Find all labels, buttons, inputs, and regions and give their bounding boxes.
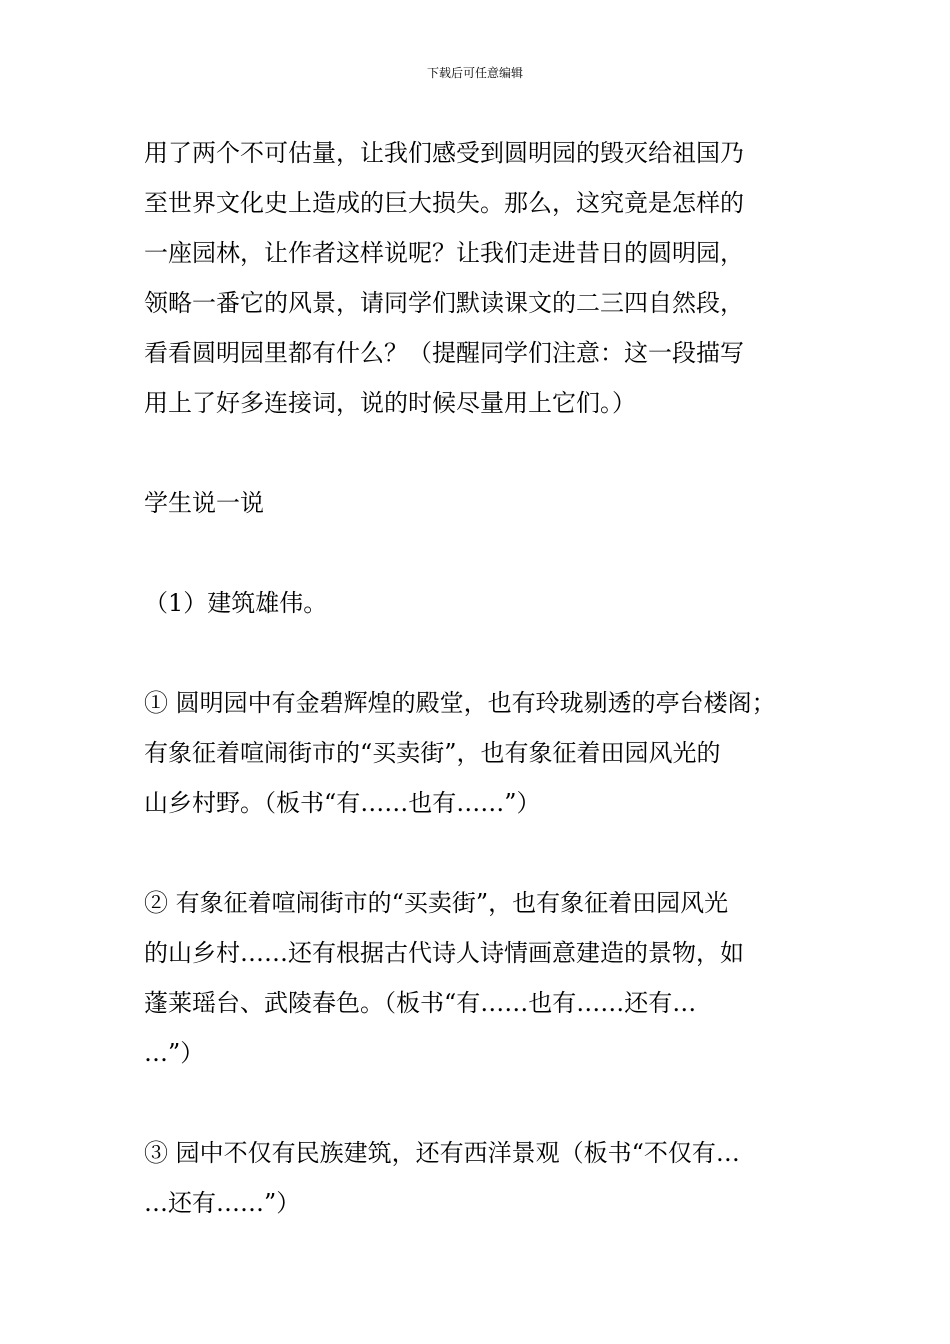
text-line: 有象征着喧闹街市的“买卖街”，也有象征着田园风光的	[144, 739, 721, 767]
text-line: 至世界文化史上造成的巨大损失。那么，这究竟是怎样的	[144, 189, 744, 217]
text-line: 一座园林，让作者这样说呢？让我们走进昔日的圆明园，	[144, 239, 744, 267]
text-line: 学生说一说	[144, 489, 264, 517]
text-line: ③ 园中不仅有民族建筑，还有西洋景观（板书“不仅有…	[144, 1139, 740, 1167]
text-line: 看看圆明园里都有什么？（提醒同学们注意：这一段描写	[144, 339, 744, 367]
text-line: 蓬莱瑶台、武陵春色。（板书“有……也有……还有…	[144, 989, 697, 1017]
text-line: （1）建筑雄伟。	[144, 589, 328, 617]
paragraph-spacer	[144, 828, 816, 878]
paragraph-item-1	[144, 678, 816, 828]
text-line: 用了两个不可估量，让我们感受到圆明园的毁灭给祖国乃	[144, 139, 744, 167]
paragraph-spacer	[144, 628, 816, 678]
text-line: ② 有象征着喧闹街市的“买卖街”，也有象征着田园风光	[144, 889, 729, 917]
paragraph-heading-architecture	[144, 578, 816, 628]
paragraph-student-speak	[144, 478, 816, 528]
paragraph-intro	[144, 128, 816, 428]
text-line: ① 圆明园中有金碧辉煌的殿堂，也有玲珑剔透的亭台楼阁；	[144, 689, 776, 717]
text-line: 山乡村野。（板书“有……也有……”）	[144, 789, 541, 817]
paragraph-item-2	[144, 878, 816, 1078]
paragraph-item-3	[144, 1128, 816, 1228]
paragraph-spacer	[144, 428, 816, 478]
paragraph-spacer	[144, 1078, 816, 1128]
text-line: …”）	[144, 1039, 205, 1067]
text-line: 的山乡村……还有根据古代诗人诗情画意建造的景物，如	[144, 939, 744, 967]
text-line: 领略一番它的风景，请同学们默读课文的二三四自然段，	[144, 289, 744, 317]
paragraph-spacer	[144, 528, 816, 578]
document-body	[144, 128, 816, 1228]
text-line: …还有……”）	[144, 1189, 301, 1217]
page-header: 下载后可任意编辑	[426, 66, 523, 80]
text-line: 用上了好多连接词，说的时候尽量用上它们。）	[144, 389, 636, 417]
